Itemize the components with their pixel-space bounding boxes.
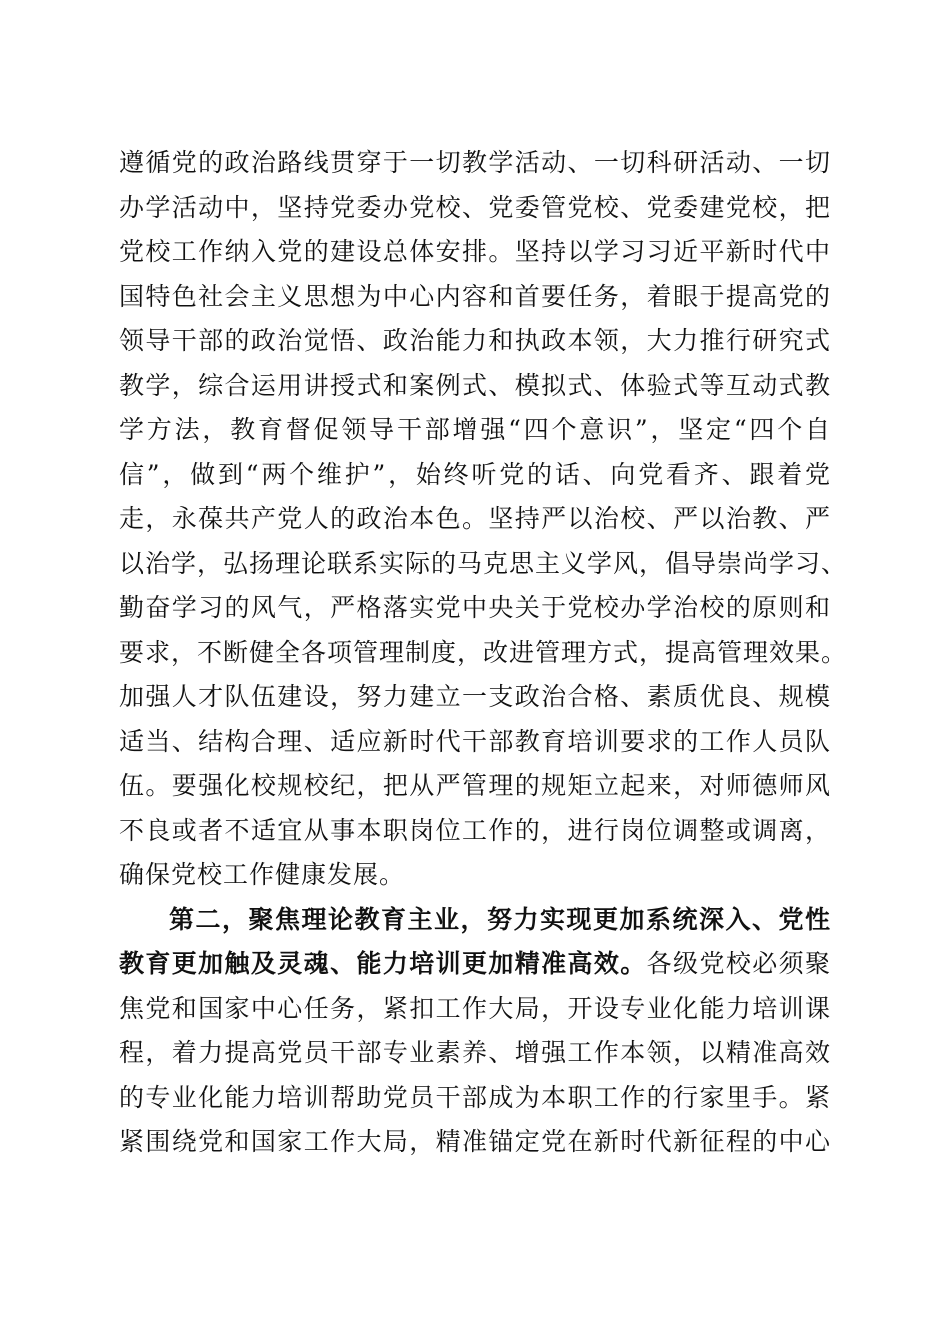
paragraph-line: 以治学，弘扬理论联系实际的马克思主义学风，倡导崇尚学习、 xyxy=(119,548,848,578)
paragraph-line: 的专业化能力培训帮助党员干部成为本职工作的行家里手。紧 xyxy=(119,1082,831,1112)
paragraph-line: 党校工作纳入党的建设总体安排。坚持以学习习近平新时代中 xyxy=(119,237,831,266)
paragraph-line: 加强人才队伍建设，努力建立一支政治合格、素质优良、规模 xyxy=(119,682,831,711)
document-body xyxy=(119,141,848,1165)
section-heading-line: 第二，聚焦理论教育主业，努力实现更加系统深入、党性 xyxy=(169,904,831,934)
paragraph-line: 教学，综合运用讲授式和案例式、模拟式、体验式等互动式教 xyxy=(119,370,831,400)
paragraph-line: 不良或者不适宜从事本职岗位工作的，进行岗位调整或调离， xyxy=(119,815,831,845)
paragraph-line: 适当、结构合理、适应新时代干部教育培训要求的工作人员队 xyxy=(119,726,831,756)
paragraph-line: 办学活动中，坚持党委办党校、党委管党校、党委建党校，把 xyxy=(119,192,831,222)
paragraph-line-mixed xyxy=(119,942,831,987)
paragraph-line: 程，着力提高党员干部专业素养、增强工作本领，以精准高效 xyxy=(119,1038,831,1067)
paragraph-line: 伍。要强化校规校纪，把从严管理的规矩立起来，对师德师风 xyxy=(119,771,831,800)
paragraph-line: 确保党校工作健康发展。 xyxy=(119,860,406,889)
paragraph-line: 学方法，教育督促领导干部增强“四个意识”，坚定“四个自 xyxy=(119,415,831,444)
paragraph-line: 勤奋学习的风气，严格落实党中央关于党校办学治校的原则和 xyxy=(119,593,831,622)
paragraph-line: 焦党和国家中心任务，紧扣工作大局，开设专业化能力培训课 xyxy=(119,993,831,1023)
paragraph-line: 要求，不断健全各项管理制度，改进管理方式，提高管理效果。 xyxy=(119,637,848,667)
paragraph-line: 遵循党的政治路线贯穿于一切教学活动、一切科研活动、一切 xyxy=(119,148,831,177)
paragraph-line: 信”，做到“两个维护”，始终听党的话、向党看齐、跟着党 xyxy=(119,459,831,489)
paragraph-line: 国特色社会主义思想为中心内容和首要任务，着眼于提高党的 xyxy=(119,281,831,311)
paragraph-line: 紧围绕党和国家工作大局，精准锚定党在新时代新征程的中心 xyxy=(119,1127,831,1156)
paragraph-text: 各级党校必须聚 xyxy=(646,949,831,978)
section-heading-text: 教育更加触及灵魂、能力培训更加精准高效。 xyxy=(119,949,647,978)
paragraph-line: 走，永葆共产党人的政治本色。坚持严以治校、严以治教、严 xyxy=(119,504,831,533)
paragraph-line: 领导干部的政治觉悟、政治能力和执政本领，大力推行研究式 xyxy=(119,326,831,355)
